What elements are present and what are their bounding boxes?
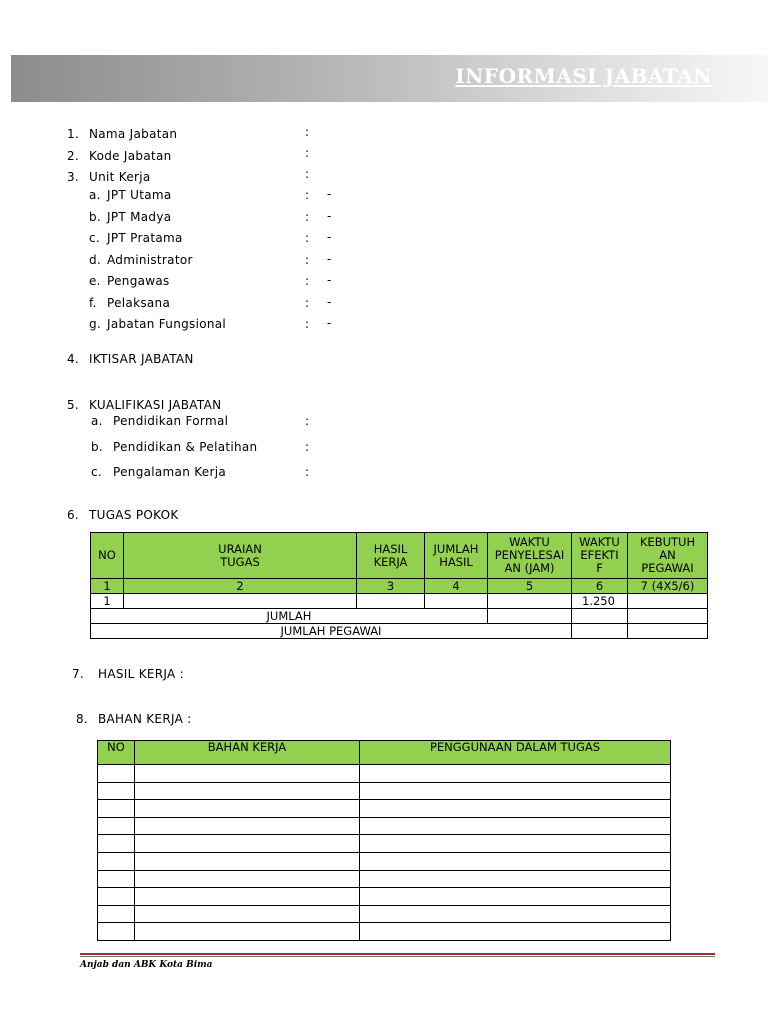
table-row (98, 905, 671, 923)
table-cell (98, 765, 135, 783)
unit-kerja-colon: : (305, 188, 310, 202)
field-no: 1. (67, 127, 80, 141)
table-cell (98, 905, 135, 923)
table-header-row (91, 533, 708, 579)
section-title-kualifikasi: KUALIFIKASI JABATAN (89, 398, 222, 412)
unit-kerja-label: JPT Pratama (107, 231, 183, 245)
table-cell (135, 817, 360, 835)
unit-kerja-value: - (327, 252, 332, 266)
table-header-cell: KEBUTUH AN PEGAWAI (628, 533, 708, 579)
table-cell (488, 609, 572, 624)
section-no: 4. (67, 352, 80, 366)
table-cell (135, 852, 360, 870)
table-cell (628, 594, 708, 609)
table-number-cell: 1 (91, 579, 124, 594)
header-no: NO (98, 741, 135, 765)
section-title-hasil-kerja: HASIL KERJA : (98, 667, 184, 681)
footer-text: Anjab dan ABK Kota Bima (80, 960, 213, 970)
table-cell: 1.250 (572, 594, 628, 609)
table-header-cell: NO (91, 533, 124, 579)
table-number-row (91, 579, 708, 594)
field-label-unit-kerja: Unit Kerja (89, 170, 151, 184)
table-number-cell: 7 (4X5/6) (628, 579, 708, 594)
table-number-cell: 5 (488, 579, 572, 594)
header-penggunaan: PENGGUNAAN DALAM TUGAS (360, 741, 671, 765)
table-number-cell: 6 (572, 579, 628, 594)
table-number-cell: 4 (425, 579, 488, 594)
table-number-cell: 3 (357, 579, 425, 594)
field-colon: : (305, 125, 310, 139)
table-cell (98, 870, 135, 888)
table-cell (360, 835, 671, 853)
header-bahan-kerja: BAHAN KERJA (135, 741, 360, 765)
table-header-cell: WAKTU EFEKTI F (572, 533, 628, 579)
table-header-row (98, 741, 671, 765)
unit-kerja-letter: e. (89, 274, 101, 288)
kualifikasi-label-pengalaman: Pengalaman Kerja (113, 465, 226, 479)
unit-kerja-label: Administrator (107, 253, 193, 267)
kualifikasi-colon: : (305, 414, 310, 428)
section-title-tugas-pokok: TUGAS POKOK (89, 508, 179, 522)
field-no: 3. (67, 170, 80, 184)
table-row (91, 594, 708, 609)
field-label-kode-jabatan: Kode Jabatan (89, 149, 172, 163)
table-row (98, 888, 671, 906)
table-cell (357, 594, 425, 609)
table-jumlah-row (91, 609, 708, 624)
table-cell (98, 817, 135, 835)
kualifikasi-colon: : (305, 465, 310, 479)
table-cell (425, 594, 488, 609)
table-cell (98, 852, 135, 870)
table-cell (135, 835, 360, 853)
unit-kerja-label: Jabatan Fungsional (107, 317, 227, 331)
table-cell (572, 609, 628, 624)
unit-kerja-colon: : (305, 317, 310, 331)
unit-kerja-colon: : (305, 231, 310, 245)
table-cell (135, 888, 360, 906)
kualifikasi-letter: c. (91, 465, 103, 479)
table-header-cell: HASIL KERJA (357, 533, 425, 579)
unit-kerja-letter: b. (89, 210, 102, 224)
table-cell (488, 594, 572, 609)
unit-kerja-letter: d. (89, 253, 102, 267)
section-title-iktisar: IKTISAR JABATAN (89, 352, 194, 366)
table-cell (360, 800, 671, 818)
footer-divider-thin (80, 956, 715, 957)
table-row (98, 817, 671, 835)
footer-divider (80, 953, 715, 955)
table-cell: 1 (91, 594, 124, 609)
bahan-kerja-table (97, 740, 671, 941)
table-row (98, 923, 671, 941)
table-cell (360, 852, 671, 870)
unit-kerja-value: - (327, 187, 332, 201)
kualifikasi-colon: : (305, 440, 310, 454)
section-no: 8. (76, 712, 89, 726)
unit-kerja-value: - (327, 230, 332, 244)
unit-kerja-colon: : (305, 296, 310, 310)
table-cell (628, 624, 708, 639)
unit-kerja-label: Pengawas (107, 274, 170, 288)
table-cell (135, 905, 360, 923)
table-row (98, 835, 671, 853)
unit-kerja-value: - (327, 273, 332, 287)
table-cell (628, 609, 708, 624)
unit-kerja-value: - (327, 209, 332, 223)
unit-kerja-letter: f. (89, 296, 97, 310)
table-cell (98, 923, 135, 941)
table-cell (360, 782, 671, 800)
table-cell (135, 870, 360, 888)
table-cell (360, 765, 671, 783)
table-row (98, 800, 671, 818)
table-cell (98, 888, 135, 906)
table-jumlah-pegawai-row (91, 624, 708, 639)
table-cell (135, 765, 360, 783)
table-header-cell: JUMLAH HASIL (425, 533, 488, 579)
table-cell (360, 817, 671, 835)
table-row (98, 870, 671, 888)
unit-kerja-letter: c. (89, 231, 101, 245)
jumlah-label: JUMLAH (91, 609, 488, 624)
unit-kerja-label: JPT Utama (107, 188, 172, 202)
table-cell (135, 923, 360, 941)
field-colon: : (305, 167, 310, 181)
table-cell (98, 835, 135, 853)
table-cell (360, 870, 671, 888)
field-label-nama-jabatan: Nama Jabatan (89, 127, 178, 141)
table-cell (98, 800, 135, 818)
unit-kerja-letter: a. (89, 188, 101, 202)
kualifikasi-letter: b. (91, 440, 104, 454)
table-header-cell: WAKTU PENYELESAI AN (JAM) (488, 533, 572, 579)
table-cell (572, 624, 628, 639)
kualifikasi-letter: a. (91, 414, 103, 428)
unit-kerja-value: - (327, 316, 332, 330)
section-title-bahan-kerja: BAHAN KERJA : (98, 712, 192, 726)
section-no: 5. (67, 398, 80, 412)
table-row (98, 765, 671, 783)
unit-kerja-label: JPT Madya (107, 210, 172, 224)
table-row (98, 782, 671, 800)
kualifikasi-label-diklat: Pendidikan & Pelatihan (113, 440, 258, 454)
table-cell (124, 594, 357, 609)
section-no: 7. (72, 667, 85, 681)
tugas-pokok-table (90, 532, 708, 639)
table-row (98, 852, 671, 870)
field-colon: : (305, 146, 310, 160)
table-number-cell: 2 (124, 579, 357, 594)
table-cell (360, 923, 671, 941)
unit-kerja-colon: : (305, 253, 310, 267)
field-no: 2. (67, 149, 80, 163)
table-cell (360, 905, 671, 923)
kualifikasi-label-pendidikan-formal: Pendidikan Formal (113, 414, 229, 428)
section-no: 6. (67, 508, 80, 522)
jumlah-pegawai-label: JUMLAH PEGAWAI (91, 624, 572, 639)
table-cell (360, 888, 671, 906)
table-header-cell: URAIAN TUGAS (124, 533, 357, 579)
unit-kerja-letter: g. (89, 317, 102, 331)
unit-kerja-label: Pelaksana (107, 296, 171, 310)
table-cell (135, 800, 360, 818)
page-title: INFORMASI JABATAN (455, 64, 712, 88)
table-cell (135, 782, 360, 800)
table-cell (98, 782, 135, 800)
unit-kerja-colon: : (305, 210, 310, 224)
unit-kerja-colon: : (305, 274, 310, 288)
unit-kerja-value: - (327, 295, 332, 309)
